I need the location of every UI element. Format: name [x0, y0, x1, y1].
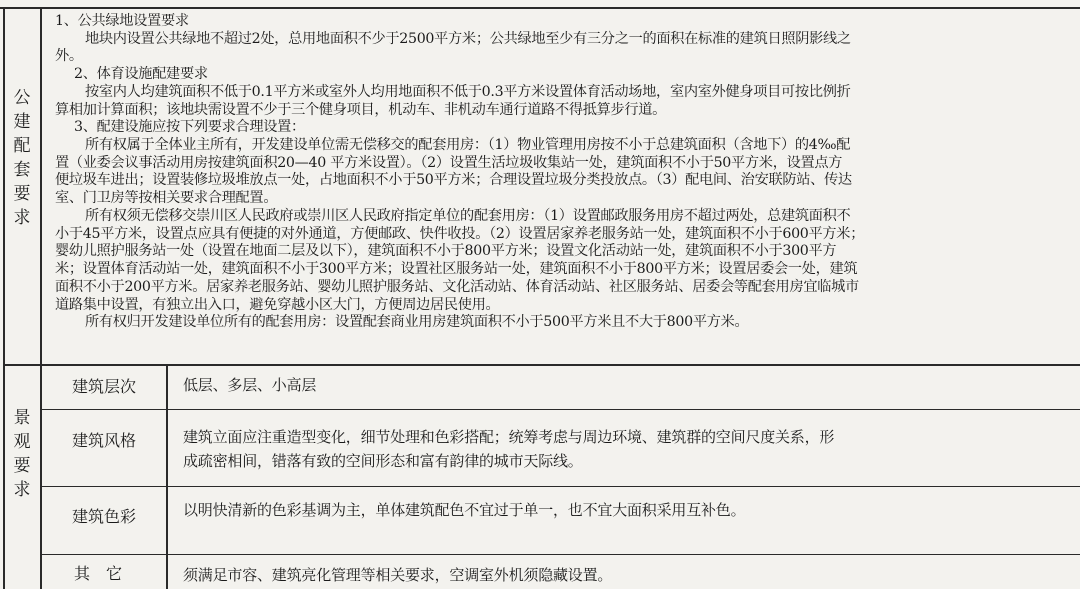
- row-value-building-color: 以明快清新的色彩基调为主，单体建筑配色不宜过于单一，也不宜大面积采用互补色。: [183, 501, 746, 519]
- row-label-building-style: 建筑风格: [72, 431, 137, 450]
- table-border-top: [0, 7, 1080, 9]
- section-divider: [3, 364, 1080, 366]
- text-line: 所有权须无偿移交崇川区人民政府或崇川区人民政府指定单位的配套用房：（1）设置邮政服务用房不超过两处，总建筑面积不: [85, 208, 851, 224]
- text-line: 便垃圾车进出；设置装修垃圾堆放点一处，占地面积不小于50平方米；合理设置垃圾分类投放点。（3）配电间、治安联防站、传达: [55, 172, 852, 188]
- text-line: 所有权归开发建设单位所有的配套用房：设置配套商业用房建筑面积不小于500平方米且不大于800平方米。: [85, 314, 749, 330]
- text-line: 置（业委会议事活动用房按建筑面积20—40 平方米设置）。（2）设置生活垃圾收集站一处，建筑面积不小于50平方米，设置点方: [55, 155, 843, 171]
- text-line: 面积不小于200平方米。居家养老服务站、婴幼儿照护服务站、文化活动站、体育活动站、社区服务站、居委会等配套用房宜临城市: [55, 279, 859, 295]
- row-divider-3: [40, 554, 1080, 555]
- row-label-building-color: 建筑色彩: [72, 507, 137, 526]
- text-line: 按室内人均建筑面积不低于0.1平方米或室外人均用地面积不低于0.3平方米设置体育活动场地，室内室外健身项目可按比例折: [85, 84, 851, 100]
- text-line: 小于45平方米，设置点应具有便捷的对外通道，方便邮政、快件收投。（2）设置居家养老服务站一处，建筑面积不小于600平方米；: [55, 226, 865, 242]
- text-line: 米；设置体育活动站一处，建筑面积不小于300平方米；设置社区服务站一处，建筑面积不小于800平方米；设置居委会一处，建筑: [55, 261, 858, 277]
- text-line: 1、公共绿地设置要求: [55, 13, 189, 29]
- text-line: 婴幼儿照护服务站一处（设置在地面二层及以下），建筑面积不小于800平方米；设置文化活动站一处，建筑面积不小于300平方: [55, 243, 837, 259]
- row-label-building-height: 建筑层次: [72, 377, 137, 396]
- text-line: 外。: [55, 48, 83, 64]
- row-value-building-style-line1: 建筑立面应注重造型变化，细节处理和色彩搭配；统筹考虑与周边环境、建筑群的空间尺度关系，形: [183, 428, 835, 446]
- row-value-building-height: 低层、多层、小高层: [183, 376, 317, 394]
- text-line: 2、体育设施配建要求: [74, 66, 208, 82]
- sublabel-column-divider: [166, 366, 168, 589]
- label-column-divider: [40, 7, 42, 589]
- section2-label: 景 观 要 求: [13, 408, 31, 500]
- text-line: 3、配建设施应按下列要求合理设置：: [74, 119, 305, 135]
- row-value-other: 须满足市容、建筑亮化管理等相关要求，空调室外机须隐藏设置。: [183, 566, 613, 584]
- text-line: 算相加计算面积；该地块需设置不少于三个健身项目，机动车、非机动车通行道路不得抵算步行道。: [55, 102, 667, 118]
- section1-label: 公 建 配 套 要 求: [13, 88, 31, 228]
- row-divider-1: [40, 409, 1080, 410]
- text-line: 地块内设置公共绿地不超过2处，总用地面积不少于2500平方米；公共绿地至少有三分之一的面积在标准的建筑日照阴影线之: [85, 31, 851, 47]
- table-border-left: [3, 7, 5, 589]
- row-label-other: 其 它: [74, 564, 123, 583]
- text-line: 室、门卫房等按相关要求合理配置。: [55, 190, 278, 206]
- text-line: 道路集中设置，有独立出入口，避免穿越小区大门，方便周边居民使用。: [55, 297, 500, 313]
- text-line: 所有权属于全体业主所有，开发建设单位需无偿移交的配套用房：（1）物业管理用房按不小于总建筑面积（含地下）的4‰配: [85, 137, 851, 153]
- row-value-building-style-line2: 成疏密相间，错落有致的空间形态和富有韵律的城市天际线。: [183, 452, 583, 470]
- row-divider-2: [40, 486, 1080, 487]
